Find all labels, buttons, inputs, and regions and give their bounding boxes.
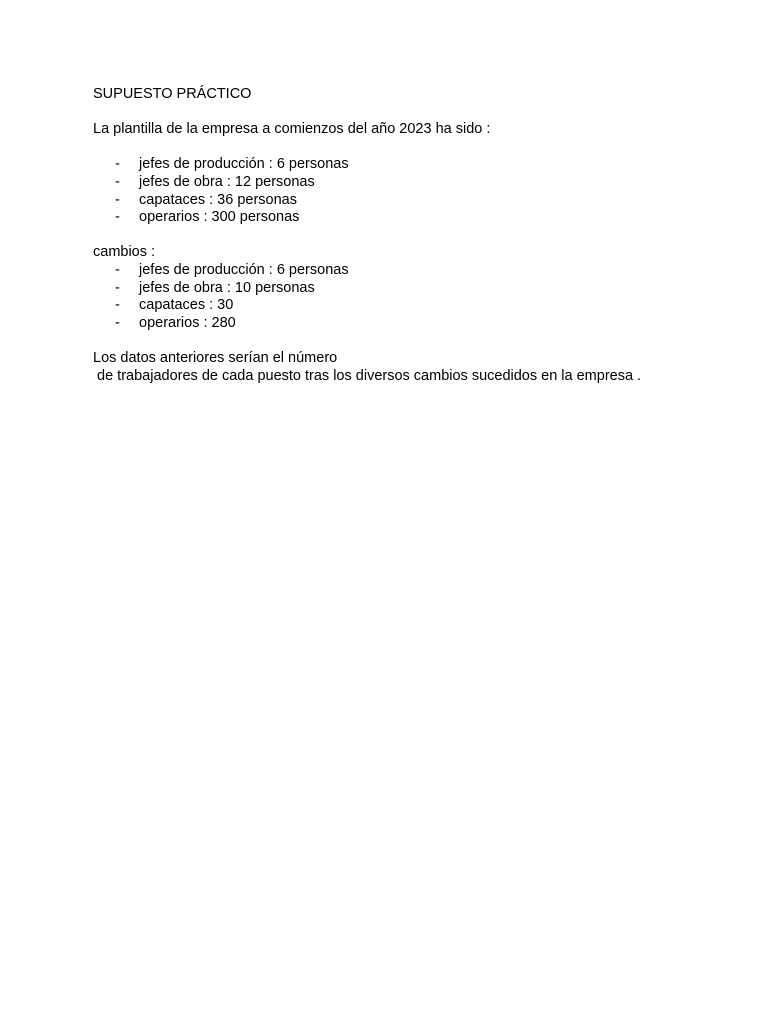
spacer xyxy=(93,227,733,245)
list-item-text: jefes de obra : 10 personas xyxy=(139,279,315,296)
list-item-text: capataces : 30 xyxy=(139,297,234,314)
list-item-text: jefes de producción : 6 personas xyxy=(139,156,349,173)
list-item xyxy=(93,156,733,174)
spacer xyxy=(93,139,733,157)
list-item xyxy=(93,297,733,315)
changes-list xyxy=(93,262,733,332)
list-item xyxy=(93,280,733,298)
list-item xyxy=(93,315,733,333)
bullet-dash: - xyxy=(115,173,120,190)
bullet-dash: - xyxy=(115,156,120,173)
intro-paragraph: La plantilla de la empresa a comienzos del año 2023 ha sido : xyxy=(93,121,491,138)
bullet-dash: - xyxy=(115,209,120,226)
closing-line-1: Los datos anteriores serían el número xyxy=(93,349,338,366)
list-item xyxy=(93,209,733,227)
list-item xyxy=(93,262,733,280)
document-title: SUPUESTO PRÁCTICO xyxy=(93,86,252,102)
list-item-text: operarios : 300 personas xyxy=(139,209,300,226)
list-item xyxy=(93,192,733,210)
list-item xyxy=(93,174,733,192)
changes-heading: cambios : xyxy=(93,244,156,261)
list-item-text: jefes de obra : 12 personas xyxy=(139,173,315,190)
spacer xyxy=(93,332,733,350)
closing-line-2: de trabajadores de cada puesto tras los diversos cambios sucedidos en la empresa . xyxy=(93,367,642,384)
list-item-text: jefes de producción : 6 personas xyxy=(139,261,349,278)
bullet-dash: - xyxy=(115,279,120,296)
bullet-dash: - xyxy=(115,261,120,278)
bullet-dash: - xyxy=(115,297,120,314)
bullet-dash: - xyxy=(115,191,120,208)
list-item-text: operarios : 280 xyxy=(139,314,236,331)
document-body xyxy=(93,86,733,385)
list-item-text: capataces : 36 personas xyxy=(139,191,297,208)
bullet-dash: - xyxy=(115,314,120,331)
initial-staff-list xyxy=(93,156,733,226)
spacer xyxy=(93,104,733,122)
